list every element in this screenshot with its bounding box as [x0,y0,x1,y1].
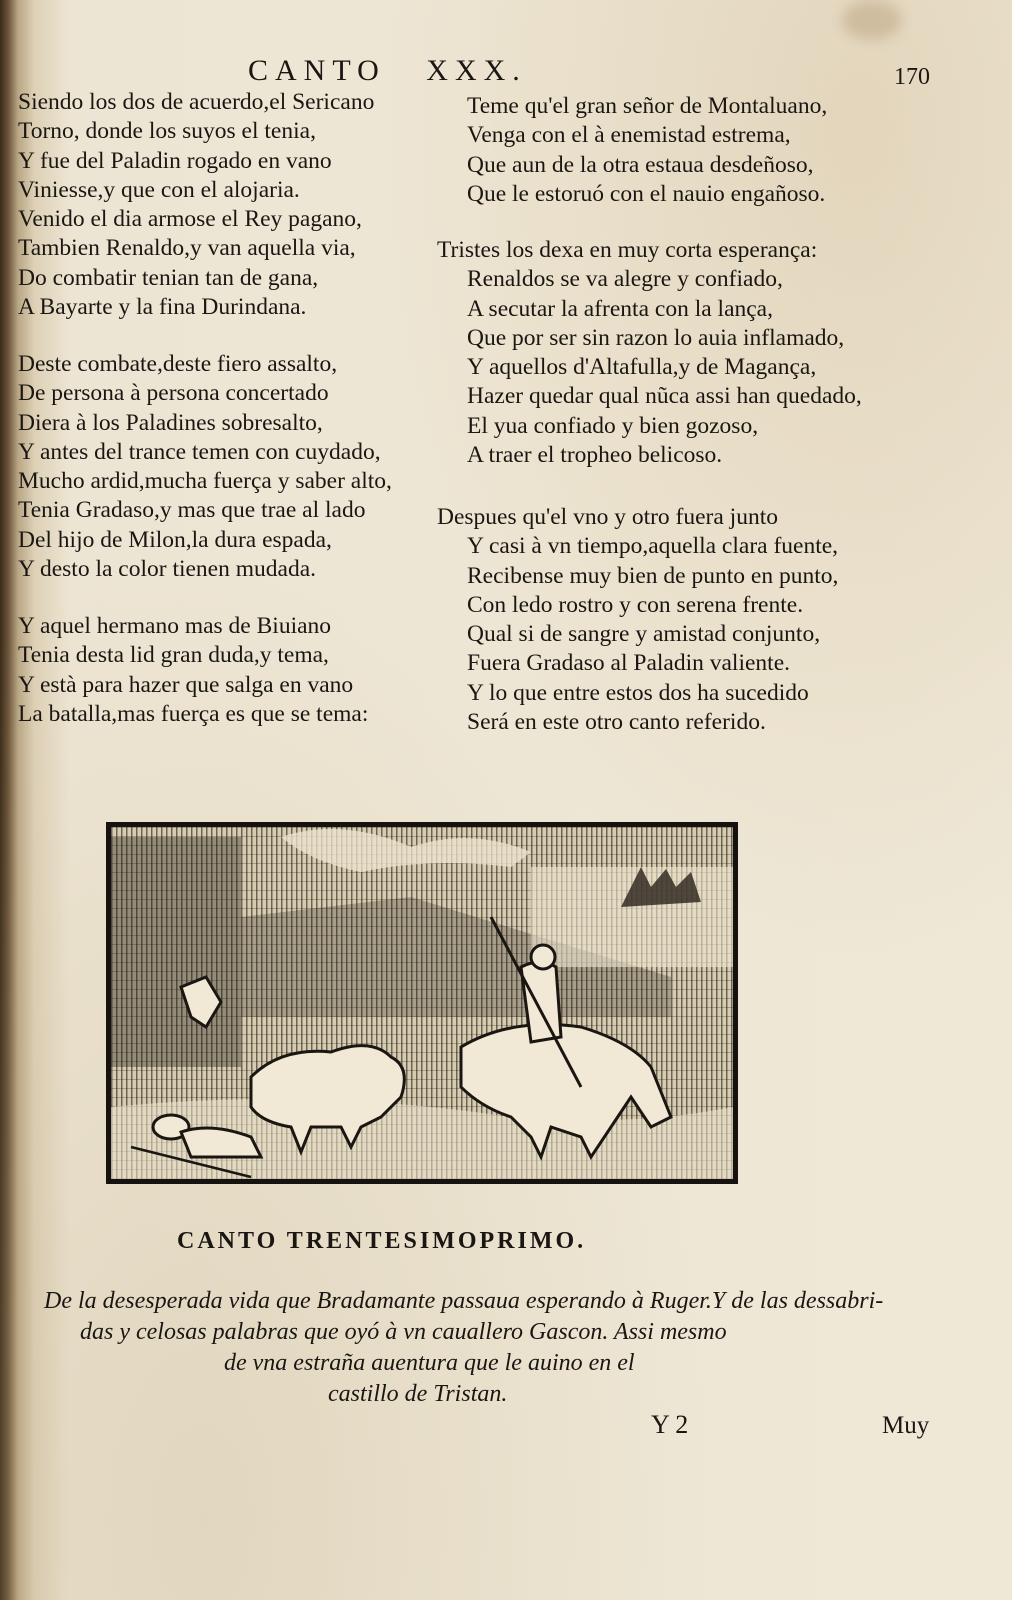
verse-line: Que le estoruó con el nauio engañoso. [467,180,826,207]
stanza-left-1 [18,88,374,322]
verse-line: A Bayarte y la fina Durindana. [18,294,307,321]
stanza-left-3 [18,612,368,729]
verse-line: Mucho ardid,mucha fuerça y saber alto, [18,468,392,495]
verse-line: Viniesse,y que con el alojaria. [18,176,300,203]
stanza-right-2 [437,236,862,470]
verse-line: Y aquel hermano mas de Biuiano [18,613,332,639]
argument-line: de vna estraña auentura que le auino en el [224,1350,635,1376]
stanza-left-2 [18,350,392,584]
page-stain [842,0,902,40]
verse-line: Diera à los Paladines sobresalto, [18,409,323,436]
verse-line: Será en este otro canto referido. [467,709,766,736]
argument-line: De la desesperada vida que Bradamante passaua esperando à Ruger.Y de las dessabri- [44,1288,884,1314]
catchword: Muy [882,1412,930,1439]
verse-line: Renaldos se va alegre y confiado, [467,266,783,293]
running-head-canto: CANTO [248,54,386,87]
stanza-right-1 [437,92,827,209]
argument-line: castillo de Tristan. [328,1381,508,1407]
verse-line: Y fue del Paladin rogado en vano [18,147,332,174]
verse-line: Do combatir tenian tan de gana, [18,264,319,291]
verse-line: Que aun de la otra estaua desdeñoso, [467,151,814,178]
verse-line: El yua confiado y bien gozoso, [467,412,759,439]
verse-line: Tristes los dexa en muy corta esperança: [437,237,818,263]
verse-line: A secutar la afrenta con la lança, [467,295,773,322]
canto-title: CANTO TRENTESIMOPRIMO. [177,1228,587,1254]
verse-line: Teme qu'el gran señor de Montaluano, [467,93,828,119]
verse-line: Tambien Renaldo,y van aquella via, [18,235,356,262]
verse-line: Y està para hazer que salga en vano [18,671,354,698]
verse-line: Y antes del trance temen con cuydado, [18,438,381,465]
verse-line: Y aquellos d'Altafulla,y de Magança, [467,354,817,381]
canto-argument [44,1286,924,1410]
stanza-right-3 [437,503,838,737]
verse-line: Del hijo de Milon,la dura espada, [18,526,332,553]
verse-line: A traer el tropheo belicoso. [467,442,723,469]
verse-line: Siendo los dos de acuerdo,el Sericano [18,89,375,115]
page-header [0,54,1012,90]
verse-line: Despues qu'el vno y otro fuera junto [437,504,778,530]
argument-line: das y celosas palabras que oyó à vn cauallero Gascon. Assi mesmo [80,1319,727,1345]
verse-line: Hazer quedar qual nũca assi han quedado, [467,383,862,410]
signature-mark: Y 2 [651,1410,689,1439]
verse-line: Y desto la color tienen mudada. [18,556,317,583]
verse-line: Recibense muy bien de punto en punto, [467,562,839,589]
folio-number: 170 [894,64,930,90]
verse-line: Fuera Gradaso al Paladin valiente. [467,650,791,677]
verse-line: Deste combate,deste fiero assalto, [18,351,338,377]
verse-line: Venga con el à enemistad estrema, [467,122,791,149]
running-head-number: XXX. [426,54,527,87]
verse-line: Con ledo rostro y con serena frente. [467,591,804,618]
verse-line: Tenia desta lid gran duda,y tema, [18,642,329,669]
woodcut-illustration [106,822,738,1184]
verse-line: Tenia Gradaso,y mas que trae al lado [18,497,366,524]
verse-line: De persona à persona concertado [18,380,329,407]
woodcut-scene [111,827,733,1179]
verse-line: La batalla,mas fuerça es que se tema: [18,700,369,727]
verse-line: Torno, donde los suyos el tenia, [18,118,316,145]
verse-line: Venido el dia armose el Rey pagano, [18,206,362,233]
verse-line: Qual si de sangre y amistad conjunto, [467,621,821,648]
running-head [248,54,553,88]
verse-line: Y casi à vn tiempo,aquella clara fuente, [467,533,839,560]
verse-line: Que por ser sin razon lo auia inflamado, [467,324,845,351]
verse-line: Y lo que entre estos dos ha sucedido [467,679,809,706]
